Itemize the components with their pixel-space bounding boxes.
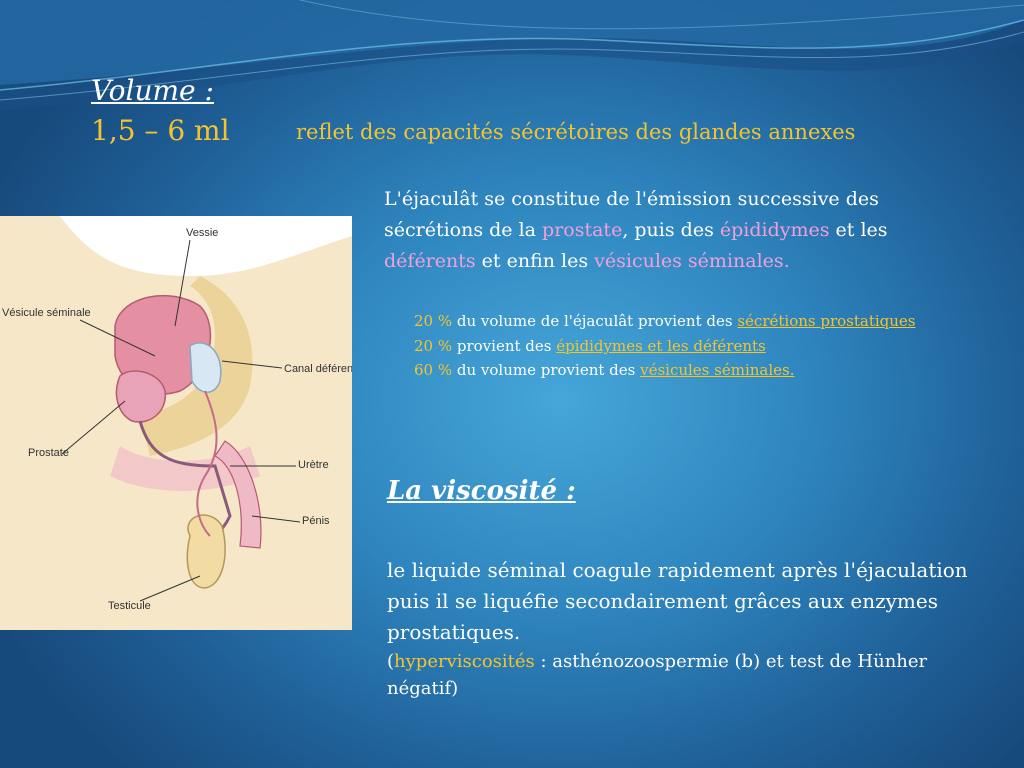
viscosite-text: le liquide séminal coagule rapidement après l'éjaculation puis il se liquéfie secondairement grâces aux enzymes prostatiques. — [387, 558, 968, 644]
label-uretre: Urètre — [298, 459, 329, 471]
composition-text: du volume provient des — [452, 361, 641, 379]
label-canal-deferent: Canal déférent — [284, 363, 352, 375]
ejaculat-line1: L'éjaculât se constitue de l'émission successive des — [384, 188, 879, 210]
composition-percent: 20 % — [414, 337, 453, 355]
volume-title: Volume : — [91, 74, 214, 107]
label-penis: Pénis — [302, 515, 330, 527]
anatomy-illustration — [0, 216, 352, 630]
ejaculat-text: et les — [829, 219, 888, 241]
label-vessie: Vessie — [186, 227, 219, 239]
label-vesicule-seminale: Vésicule séminale — [2, 307, 91, 319]
anatomy-figure — [0, 216, 352, 630]
composition-percent: 20 % — [414, 312, 453, 330]
header-waves — [0, 0, 1024, 130]
term-deferents: déférents — [384, 250, 476, 272]
viscosite-title: La viscosité : — [387, 476, 576, 506]
volume-description: reflet des capacités sécrétoires des glandes annexes — [296, 120, 856, 144]
label-prostate: Prostate — [28, 447, 69, 459]
composition-source-link[interactable]: épididymes et les déférents — [556, 337, 766, 355]
composition-text: provient des — [452, 337, 557, 355]
term-hyperviscosites: hyperviscosités — [394, 651, 535, 672]
composition-text: du volume de l'éjaculât provient des — [452, 312, 738, 330]
note-paren: ( — [387, 651, 395, 672]
note-text: : asthénozoospermie (b) et test de Hünher négatif) — [387, 651, 928, 699]
composition-percent: 60 % — [414, 361, 453, 379]
ejaculat-text: et enfin les — [475, 250, 595, 272]
ejaculat-paragraph — [384, 184, 984, 277]
composition-item — [414, 361, 794, 379]
composition-source-link[interactable]: vésicules séminales. — [640, 361, 795, 379]
term-vesicules: vésicules séminales. — [594, 250, 790, 272]
composition-item — [414, 337, 766, 355]
viscosite-note — [387, 648, 987, 702]
ejaculat-text: sécrétions de la — [384, 219, 543, 241]
ejaculat-text: , puis des — [622, 219, 720, 241]
composition-item — [414, 312, 915, 330]
composition-source-link[interactable]: sécrétions prostatiques — [737, 312, 916, 330]
label-testicule: Testicule — [108, 600, 151, 612]
volume-value: 1,5 – 6 ml — [91, 114, 230, 147]
term-prostate: prostate — [542, 219, 623, 241]
term-epididymes: épididymes — [719, 219, 830, 241]
